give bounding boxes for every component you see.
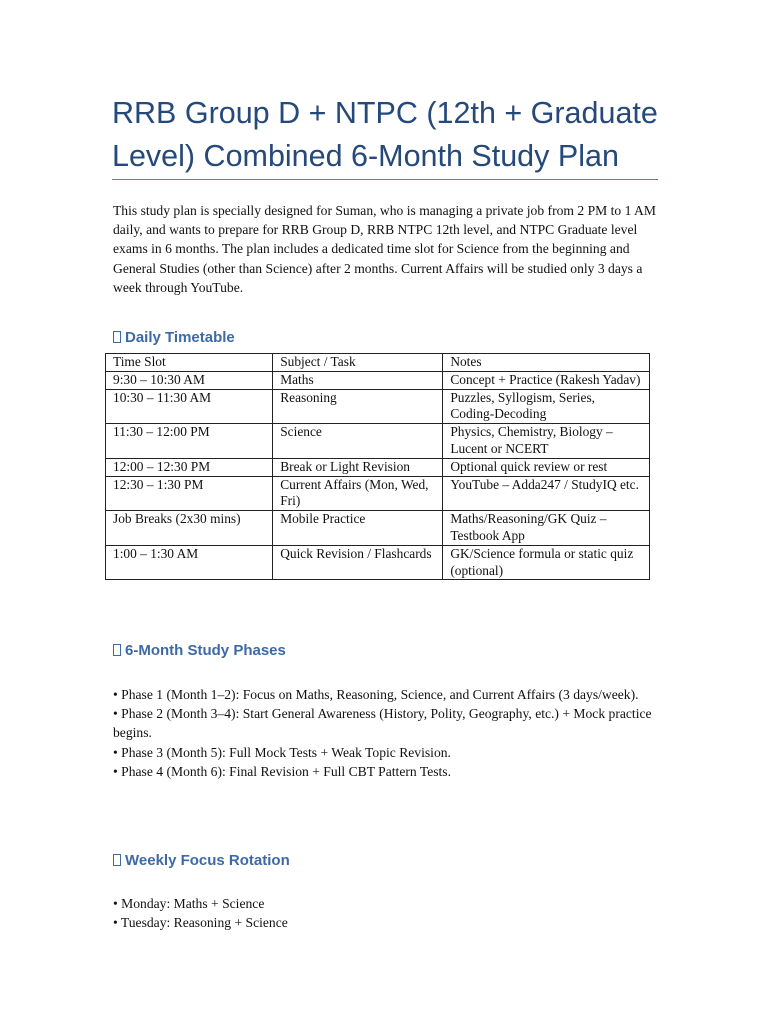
timetable-heading: [113, 329, 235, 346]
weekly-list: [113, 894, 653, 932]
list-item: • Phase 4 (Month 6): Final Revision + Full CBT Pattern Tests.: [113, 763, 451, 779]
phases-heading-text: 6-Month Study Phases: [125, 642, 286, 659]
table-row: [106, 545, 650, 580]
list-item: • Monday: Maths + Science: [113, 896, 265, 911]
table-cell: Physics, Chemistry, Biology – Lucent or NCERT: [443, 424, 650, 459]
list-item: • Phase 1 (Month 1–2): Focus on Maths, Reasoning, Science, and Current Affairs (3 days/week).: [113, 687, 639, 702]
table-cell: 12:30 – 1:30 PM: [106, 476, 273, 511]
table-cell: Current Affairs (Mon, Wed, Fri): [273, 476, 443, 511]
document-title: RRB Group D + NTPC (12th + Graduate Level) Combined 6-Month Study Plan: [112, 96, 658, 173]
table-cell: Reasoning: [273, 389, 443, 424]
table-cell: GK/Science formula or static quiz (optional): [443, 545, 650, 580]
table-row: [106, 424, 650, 459]
table-row: [106, 458, 650, 476]
intro-paragraph: This study plan is specially designed for Suman, who is managing a private job from 2 PM to 1 AM daily, and wants to prepare for RRB Group D, RRB NTPC 12th level, and NTPC Graduate level exams in 6 months. The plan includes a dedicated time slot for Science from the beginning and General Studies (other than Science) after 2 months. Current Affairs will be studied only 3 days a week through YouTube.: [113, 203, 656, 295]
table-cell: Mobile Practice: [273, 511, 443, 546]
table-row: [106, 389, 650, 424]
missing-glyph-icon: [113, 331, 121, 343]
table-cell: Puzzles, Syllogism, Series, Coding-Decoding: [443, 389, 650, 424]
table-header-cell: Subject / Task: [273, 354, 443, 372]
table-cell: 9:30 – 10:30 AM: [106, 371, 273, 389]
table-header-row: [106, 354, 650, 372]
table-cell: Job Breaks (2x30 mins): [106, 511, 273, 546]
table-cell: 12:00 – 12:30 PM: [106, 458, 273, 476]
table-row: [106, 511, 650, 546]
table-row: [106, 371, 650, 389]
phases-heading: [113, 642, 286, 659]
timetable-table: [105, 353, 650, 580]
list-item: • Phase 3 (Month 5): Full Mock Tests + Weak Topic Revision.: [113, 744, 451, 760]
weekly-heading-text: Weekly Focus Rotation: [125, 852, 290, 869]
title-underline: [112, 179, 658, 180]
table-cell: Science: [273, 424, 443, 459]
table-cell: 1:00 – 1:30 AM: [106, 545, 273, 580]
table-cell: YouTube – Adda247 / StudyIQ etc.: [443, 476, 650, 511]
table-cell: Maths/Reasoning/GK Quiz – Testbook App: [443, 511, 650, 546]
list-item: • Tuesday: Reasoning + Science: [113, 915, 288, 931]
weekly-heading: [113, 852, 290, 869]
missing-glyph-icon: [113, 644, 121, 656]
table-header-cell: Notes: [443, 354, 650, 372]
phases-list: [113, 685, 653, 781]
table-cell: Concept + Practice (Rakesh Yadav): [443, 371, 650, 389]
table-cell: Quick Revision / Flashcards: [273, 545, 443, 580]
missing-glyph-icon: [113, 854, 121, 866]
list-item: • Phase 2 (Month 3–4): Start General Awareness (History, Polity, Geography, etc.) + Mock practice begins.: [113, 706, 652, 741]
timetable-heading-text: Daily Timetable: [125, 329, 235, 346]
table-row: [106, 476, 650, 511]
table-cell: 11:30 – 12:00 PM: [106, 424, 273, 459]
table-cell: Optional quick review or rest: [443, 458, 650, 476]
table-cell: 10:30 – 11:30 AM: [106, 389, 273, 424]
table-cell: Maths: [273, 371, 443, 389]
table-header-cell: Time Slot: [106, 354, 273, 372]
table-cell: Break or Light Revision: [273, 458, 443, 476]
